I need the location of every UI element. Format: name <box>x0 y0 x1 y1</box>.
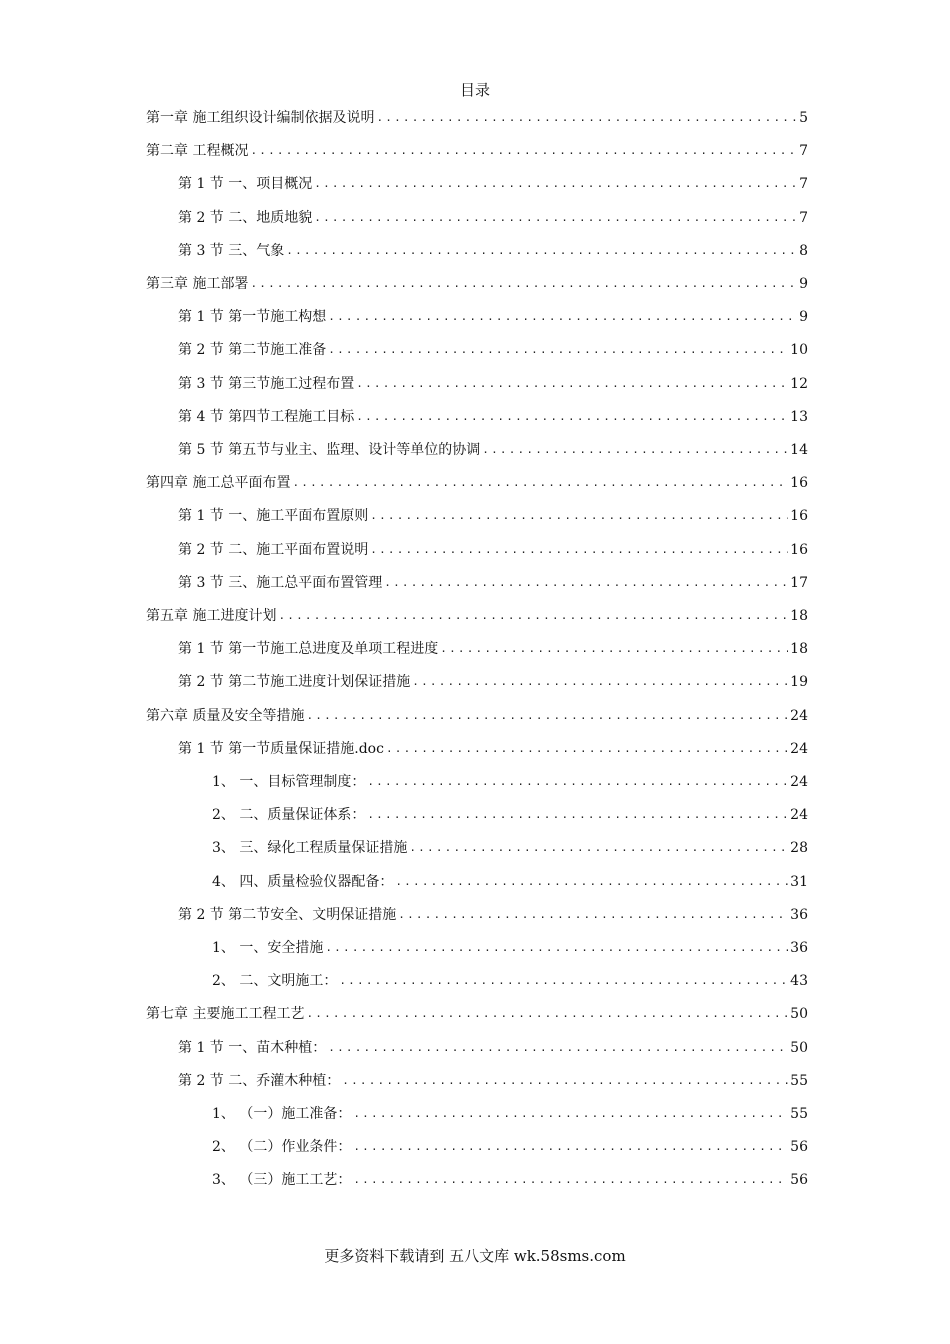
toc-entry[interactable] <box>178 538 808 560</box>
toc-entry-page-number: 36 <box>790 940 808 956</box>
toc-entry-label: 2、 二、质量保证体系： <box>212 807 366 824</box>
toc-entry[interactable] <box>178 172 808 194</box>
toc-entry-label: 第 2 节 二、施工平面布置说明 <box>178 541 369 558</box>
toc-entry-label: 4、 四、质量检验仪器配备： <box>212 873 394 890</box>
toc-entry[interactable] <box>212 803 808 825</box>
toc-entry-page-number: 17 <box>790 574 808 591</box>
dot-leader <box>314 174 797 194</box>
dot-leader <box>367 805 788 825</box>
toc-entry[interactable] <box>212 836 808 858</box>
toc-entry[interactable] <box>178 903 808 925</box>
toc-entry-page-number: 9 <box>799 276 808 292</box>
toc-entry-label: 第 3 节 第三节施工过程布置 <box>178 375 355 392</box>
toc-entry-label: 第 1 节 一、项目概况 <box>178 176 313 193</box>
dot-leader <box>367 772 788 792</box>
toc-entry[interactable] <box>178 737 808 759</box>
dot-leader <box>412 672 788 692</box>
dot-leader <box>370 506 788 526</box>
toc-entry-page-number: 56 <box>790 1172 808 1189</box>
toc-entry-label: 第四章 施工总平面布置 <box>146 475 291 492</box>
toc-entry[interactable] <box>146 471 808 493</box>
toc-entry[interactable] <box>212 770 808 792</box>
dot-leader <box>292 473 788 493</box>
toc-entry[interactable] <box>178 338 808 360</box>
toc-entry[interactable] <box>212 1135 808 1157</box>
toc-entry[interactable] <box>212 936 808 958</box>
toc-entry[interactable] <box>212 1102 808 1124</box>
toc-entry-label: 第 1 节 一、苗木种植： <box>178 1039 327 1056</box>
toc-entry[interactable] <box>146 604 808 626</box>
toc-entry-page-number: 55 <box>790 1106 808 1122</box>
toc-entry-label: 第一章 施工组织设计编制依据及说明 <box>146 110 375 126</box>
toc-entry-label: 第 1 节 一、施工平面布置原则 <box>178 508 369 525</box>
dot-leader <box>384 573 788 593</box>
toc-entry[interactable] <box>178 239 808 261</box>
toc-entry-label: 第 4 节 第四节工程施工目标 <box>178 408 355 425</box>
toc-entry-label: 第 2 节 第二节施工准备 <box>178 342 327 359</box>
dot-leader <box>306 706 788 726</box>
toc-entry-label: 3、 （三）施工工艺： <box>212 1172 352 1189</box>
toc-entry[interactable] <box>146 139 808 161</box>
dot-leader <box>342 1071 788 1091</box>
footer-link-text[interactable]: 更多资料下载请到 五八文库 wk.58sms.com <box>324 1247 626 1265</box>
dot-leader <box>356 407 788 427</box>
toc-entry-label: 第 5 节 第五节与业主、监理、设计等单位的协调 <box>178 442 481 458</box>
toc-entry-page-number: 10 <box>790 342 808 359</box>
toc-entry-label: 1、 一、目标管理制度： <box>212 774 366 790</box>
dot-leader <box>328 1038 788 1058</box>
toc-entry[interactable] <box>146 704 808 726</box>
toc-entry[interactable] <box>178 637 808 659</box>
dot-leader <box>278 606 788 626</box>
toc-entry-page-number: 9 <box>799 309 808 326</box>
toc-title: 目录 <box>459 81 490 99</box>
toc-entry-label: 1、 （一）施工准备： <box>212 1106 352 1122</box>
toc-entry[interactable] <box>212 969 808 991</box>
dot-leader <box>376 108 797 128</box>
toc-entry-page-number: 7 <box>799 143 808 160</box>
toc-entry-page-number: 8 <box>799 242 808 259</box>
dot-leader <box>353 1137 788 1157</box>
dot-leader <box>356 374 788 394</box>
toc-entry-page-number: 16 <box>790 475 808 492</box>
dot-leader <box>398 905 788 925</box>
toc-entry-page-number: 56 <box>790 1139 808 1156</box>
toc-entry[interactable] <box>178 405 808 427</box>
toc-entry-label: 第七章 主要施工工程工艺 <box>146 1006 305 1023</box>
toc-entry-page-number: 18 <box>790 641 808 658</box>
toc-entry-page-number: 50 <box>790 1006 808 1023</box>
toc-entry-label: 第三章 施工部署 <box>146 276 249 292</box>
toc-entry-page-number: 12 <box>790 375 808 392</box>
dot-leader <box>386 739 788 759</box>
toc-entry[interactable] <box>178 571 808 593</box>
toc-entry-label: 第六章 质量及安全等措施 <box>146 707 305 724</box>
toc-entry-label: 1、 一、安全措施 <box>212 940 324 956</box>
dot-leader <box>440 639 788 659</box>
toc-entry[interactable] <box>178 305 808 327</box>
dot-leader <box>314 208 797 228</box>
toc-entry[interactable] <box>178 438 808 460</box>
toc-entry-label: 第 3 节 三、气象 <box>178 242 285 259</box>
dot-leader <box>395 872 788 892</box>
dot-leader <box>353 1170 788 1190</box>
toc-entry-label: 第 2 节 第二节安全、文明保证措施 <box>178 906 397 923</box>
toc-entry-page-number: 7 <box>799 209 808 226</box>
toc-entry-page-number: 28 <box>790 840 808 857</box>
toc-entry-label: 第 1 节 第一节施工构想 <box>178 309 327 326</box>
dot-leader <box>250 141 797 161</box>
toc-entry-page-number: 13 <box>790 408 808 425</box>
toc-entry[interactable] <box>178 206 808 228</box>
toc-entry-label: 2、 （二）作业条件： <box>212 1139 352 1156</box>
toc-entry[interactable] <box>178 670 808 692</box>
toc-entry-label: 第 1 节 第一节质量保证措施.doc <box>178 740 384 757</box>
toc-entry[interactable] <box>146 272 808 294</box>
toc-entry-label: 3、 三、绿化工程质量保证措施 <box>212 840 408 857</box>
dot-leader <box>328 340 788 360</box>
toc-entry-page-number: 16 <box>790 508 808 525</box>
dot-leader <box>482 440 788 460</box>
toc-entry-page-number: 24 <box>790 774 808 790</box>
toc-entry[interactable] <box>178 372 808 394</box>
toc-entry-label: 第 2 节 二、地质地貌 <box>178 209 313 226</box>
dot-leader <box>325 938 788 958</box>
toc-entry-page-number: 31 <box>790 873 808 890</box>
toc-entry-label: 2、 二、文明施工： <box>212 973 338 990</box>
toc-entry-page-number: 16 <box>790 541 808 558</box>
dot-leader <box>353 1104 788 1124</box>
toc-entry-page-number: 43 <box>790 973 808 990</box>
toc-entry[interactable] <box>212 1168 808 1190</box>
toc-entry-label: 第 3 节 三、施工总平面布置管理 <box>178 574 383 591</box>
dot-leader <box>370 540 788 560</box>
dot-leader <box>306 1004 788 1024</box>
dot-leader <box>250 274 797 294</box>
toc-entry[interactable] <box>178 504 808 526</box>
toc-entry-page-number: 36 <box>790 906 808 923</box>
toc-entry-label: 第 2 节 二、乔灌木种植： <box>178 1072 341 1089</box>
toc-entry-page-number: 18 <box>790 608 808 624</box>
toc-entry-page-number: 5 <box>799 110 808 126</box>
toc-entry[interactable] <box>146 106 808 128</box>
toc-entry[interactable] <box>212 870 808 892</box>
toc-entry[interactable] <box>178 1069 808 1091</box>
dot-leader <box>339 971 788 991</box>
toc-entry-page-number: 24 <box>790 807 808 824</box>
toc-entry[interactable] <box>178 1036 808 1058</box>
dot-leader <box>409 838 788 858</box>
toc-entry-page-number: 24 <box>790 707 808 724</box>
toc-entry-page-number: 7 <box>799 176 808 193</box>
toc-entry-page-number: 50 <box>790 1039 808 1056</box>
toc-entry-page-number: 24 <box>790 740 808 757</box>
toc-entry-page-number: 19 <box>790 674 808 691</box>
toc-entry-page-number: 55 <box>790 1072 808 1089</box>
toc-entry[interactable] <box>146 1002 808 1024</box>
toc-entry-label: 第五章 施工进度计划 <box>146 608 277 624</box>
toc-entry-label: 第 1 节 第一节施工总进度及单项工程进度 <box>178 641 439 658</box>
toc-entry-label: 第 2 节 第二节施工进度计划保证措施 <box>178 674 411 691</box>
toc-entry-label: 第二章 工程概况 <box>146 143 249 160</box>
dot-leader <box>328 307 797 327</box>
toc-entry-page-number: 14 <box>790 442 808 458</box>
dot-leader <box>286 241 797 261</box>
